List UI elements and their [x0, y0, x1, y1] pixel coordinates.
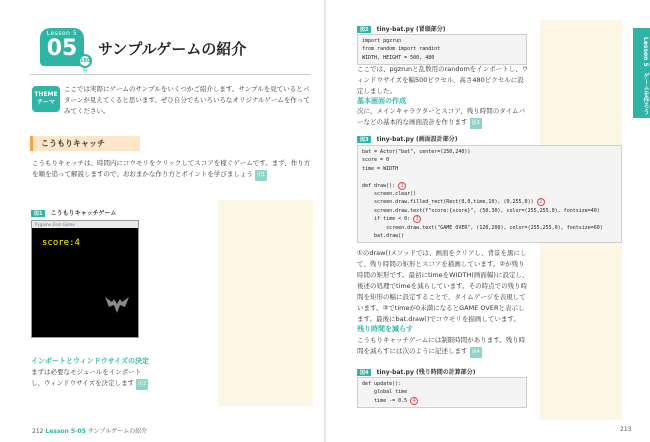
paragraph — [357, 106, 529, 129]
figure-ref: 図3 — [470, 118, 482, 129]
paragraph — [357, 335, 529, 358]
callout-number: 1 — [398, 182, 406, 190]
callout-number: 2 — [537, 198, 545, 206]
code-line — [362, 173, 617, 181]
code-caption-text: tiny-bat.py (画面設計部分) — [376, 136, 458, 143]
code-line: screen.clear() — [362, 191, 417, 198]
theme-text: ここでは実際にゲームのサンプルをいくつかご紹介します。サンプルを見ているとパターンが見えてくると思います。ぜひ自分でもいろいろなオリジナルゲームを作ってみてください。 — [64, 85, 310, 115]
theme-badge-jp: テーマ — [36, 99, 55, 106]
code-text: if time < 0: — [362, 216, 411, 223]
right-footer: 213 — [620, 426, 632, 433]
game-score: score:4 — [42, 238, 80, 248]
callout-number: 3 — [413, 215, 421, 223]
code-line: import pgzrun — [362, 38, 402, 44]
paragraph: ①のdraw()メソッドでは、画面をクリアし、背景を黒にして、残り時間の矩形とスコアを描画しています。②が残り時間の矩形です。最初にtimeをWIDTH(画面幅)に設定し、後述の処理でtimeを減らしています。その時点での残り時間を矩形の幅に設定することで、タイムゲージを表現しています。③でtimeが0未満になるとGAME OVERと表示します。最後にbat.draw()でコウモリを描画しています。 — [357, 249, 529, 323]
theme-badge — [32, 86, 60, 112]
page-spine — [324, 0, 326, 442]
section-heading: こうもりキャッチ — [30, 136, 140, 151]
page-title: サンプルゲームの紹介 — [98, 40, 247, 58]
code-line: bat.draw() — [362, 233, 405, 240]
page-number: 212 — [32, 428, 44, 435]
subsection-heading: 残り時間を減らす — [357, 325, 413, 333]
footer-lesson: Lesson 5-05 — [45, 428, 86, 435]
code-caption-text: tiny-bat.py (残り時間の計算部分) — [376, 369, 476, 376]
code-line — [362, 215, 617, 223]
chapter-side-tab: Lesson 5 ゲームを作ろう — [633, 28, 650, 118]
sub-text: まずは必要なモジュールをインポートし、ウィンドウサイズを決定します — [31, 368, 142, 387]
code-line: bat = Actor("bat", center=(250,240)) — [362, 149, 471, 155]
code-line: def update(): — [362, 381, 402, 387]
lesson-badge-label: Lesson 5 — [46, 30, 78, 37]
code-caption — [357, 24, 445, 33]
footer-title: サンプルゲームの紹介 — [87, 428, 148, 435]
callout-number: 4 — [410, 397, 418, 405]
sub-paragraph — [31, 367, 151, 390]
cream-panel — [218, 200, 313, 406]
code-caption-text: tiny-bat.py (冒頭部分) — [376, 26, 446, 33]
code-line: global time — [362, 389, 408, 396]
subsection-heading: インポートとウィンドウサイズの決定 — [31, 357, 150, 365]
code-tag: 図4 — [357, 369, 371, 376]
code-text: time -= 0.5 — [362, 397, 408, 404]
paragraph-text: 次に、メインキャラクターとスコア、残り時間のタイムバーなどの基本的な画面設計を作ります — [357, 107, 526, 126]
left-footer — [32, 426, 147, 435]
code-line: WIDTH, HEIGHT = 500, 480 — [362, 54, 435, 61]
code-line: time = WIDTH — [362, 165, 399, 172]
figure-tag: 図1 — [31, 210, 45, 217]
title-divider — [30, 74, 310, 75]
code-line: score = 0 — [362, 157, 390, 164]
code-text: def draw(): — [362, 182, 396, 189]
theme-badge-en: THEME — [34, 91, 58, 98]
code-tag: 図3 — [357, 136, 371, 143]
code-block — [357, 145, 622, 243]
figure-ref: 図2 — [136, 379, 148, 390]
game-titlebar: Pygame Zero Game — [32, 221, 138, 228]
code-line: screen.draw.text("GAME OVER", (120,200), color=(255,255,0), fontsize=60) — [362, 224, 603, 231]
figure-caption — [31, 208, 116, 217]
code-line — [362, 182, 617, 190]
game-screenshot — [31, 220, 139, 338]
figure-ref: 図4 — [470, 347, 482, 358]
code-caption — [357, 367, 475, 376]
code-line — [362, 198, 617, 206]
code-block — [357, 34, 527, 65]
paragraph-text: こうもりキャッチゲームには制限時間があります。残り時間を減らすには次のように記述します — [357, 336, 526, 355]
code-line — [362, 397, 522, 405]
paragraph: ここでは、pgzrunと乱数用のrandomをインポートし、ウィンドウサイズを幅500ピクセル、高さ480ピクセルに設定しました。 — [357, 65, 529, 95]
code-line: screen.draw.text(f"score:{score}", (50,30), color=(255,255,0), fontsize=40) — [362, 207, 600, 214]
figure-ref: 図1 — [255, 170, 267, 181]
code-line: from random import randint — [362, 46, 441, 53]
lesson-badge-number: 05 — [46, 36, 78, 61]
code-caption — [357, 134, 457, 143]
figure-caption-text: こうもりキャッチゲーム — [50, 210, 117, 217]
code-block — [357, 377, 527, 408]
code-text: screen.draw.filled_rect(Rect(0,0,time,10), (0,255,0)) — [362, 199, 534, 206]
bat-icon — [104, 293, 130, 315]
subsection-heading: 基本画面の作成 — [357, 97, 406, 105]
code-tag: 図2 — [357, 26, 371, 33]
time-badge: 180分 — [78, 54, 92, 68]
intro-paragraph — [32, 158, 312, 181]
intro-text: こうもりキャッチは、時間内にコウモリをクリックしてスコアを稼ぐゲームです。まず、作り方を順を追って解説しますので、おおまかな作り方とポイントを学びましょう — [32, 159, 311, 178]
